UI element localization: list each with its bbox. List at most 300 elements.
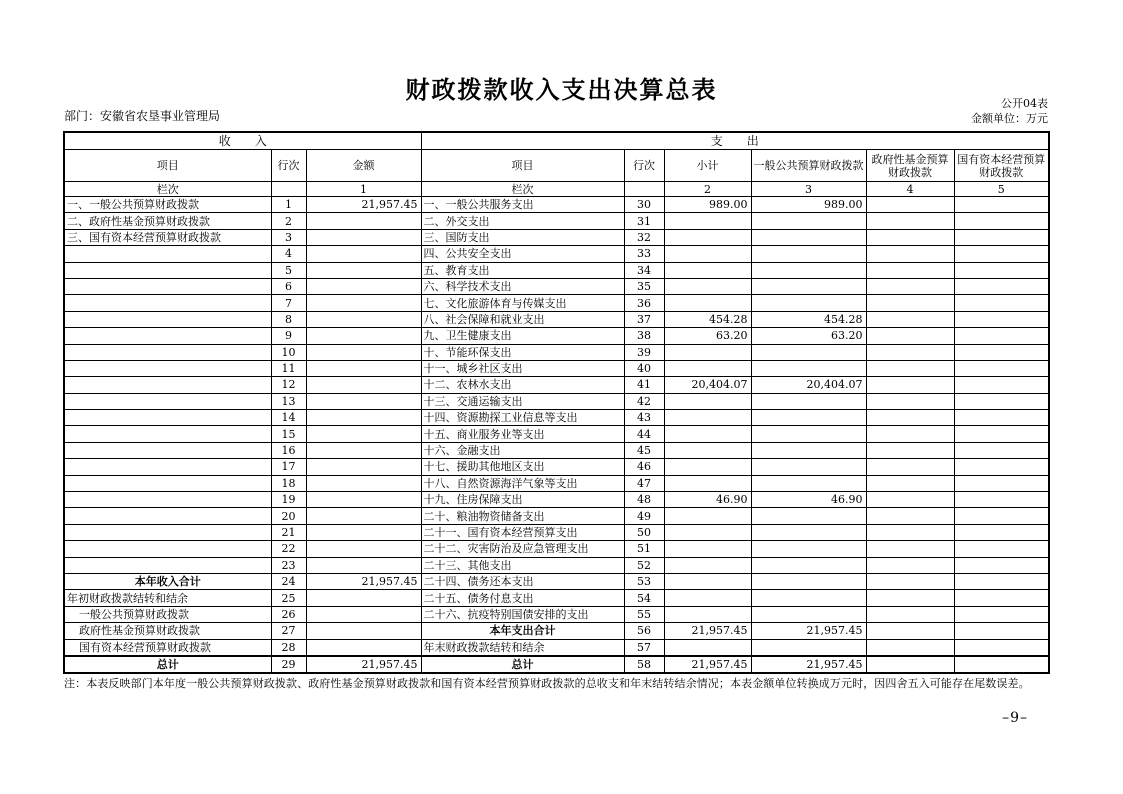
expense-item-label: 六、科学技术支出: [421, 278, 624, 294]
expense-general-budget: [751, 246, 866, 262]
table-row: [64, 344, 1049, 360]
expense-state-capital: [954, 639, 1049, 656]
income-line-number: 2: [271, 213, 306, 229]
income-line-number: 13: [271, 393, 306, 409]
expense-line-number: 46: [624, 459, 664, 475]
expense-item-label: 十五、商业服务业等支出: [421, 426, 624, 442]
income-amount: 21,957.45: [306, 656, 421, 673]
income-amount: [306, 492, 421, 508]
expense-subtotal: [664, 573, 751, 589]
final-accounts-table: [63, 131, 1050, 674]
section-header-row: [64, 132, 1049, 150]
expense-subtotal: [664, 410, 751, 426]
expense-subtotal: 63.20: [664, 328, 751, 344]
table-row: [64, 442, 1049, 458]
table-row: [64, 197, 1049, 213]
expense-state-capital: [954, 573, 1049, 589]
expense-gov-fund: [866, 557, 954, 573]
income-line-number: 9: [271, 328, 306, 344]
expense-general-budget: 63.20: [751, 328, 866, 344]
expense-item-label: 十九、住房保障支出: [421, 492, 624, 508]
income-amount: [306, 262, 421, 278]
income-line-number: 1: [271, 197, 306, 213]
expense-state-capital: [954, 229, 1049, 245]
income-amount-header: 金额: [306, 150, 421, 182]
expense-gov-fund: [866, 360, 954, 376]
income-line-number: 22: [271, 541, 306, 557]
expense-item-label: 本年支出合计: [421, 623, 624, 639]
expense-subtotal: [664, 213, 751, 229]
expense-gov-fund: [866, 508, 954, 524]
table-row: [64, 541, 1049, 557]
table-row: [64, 639, 1049, 656]
expense-general-budget: [751, 344, 866, 360]
expense-gov-fund-index: 4: [866, 182, 954, 197]
income-line-number: 14: [271, 410, 306, 426]
expense-state-capital: [954, 656, 1049, 673]
expense-general-budget: 20,404.07: [751, 377, 866, 393]
income-amount: [306, 229, 421, 245]
income-item-label: [64, 492, 271, 508]
income-amount: [306, 328, 421, 344]
income-item-label: 政府性基金预算财政拨款: [64, 623, 271, 639]
table-row: [64, 557, 1049, 573]
expense-general-budget: 454.28: [751, 311, 866, 327]
table-row: [64, 492, 1049, 508]
expense-item-label: 二十四、债务还本支出: [421, 573, 624, 589]
income-amount: [306, 295, 421, 311]
expense-line-number: 57: [624, 639, 664, 656]
expense-general-budget: [751, 229, 866, 245]
expense-line-index: [624, 182, 664, 197]
expense-subtotal: 989.00: [664, 197, 751, 213]
expense-gov-fund: [866, 475, 954, 491]
expense-general-budget-header: 一般公共预算财政拨款: [751, 150, 866, 182]
income-amount: [306, 508, 421, 524]
table-row: [64, 606, 1049, 622]
expense-gov-fund: [866, 606, 954, 622]
income-item-label: [64, 328, 271, 344]
expense-line-number: 38: [624, 328, 664, 344]
expense-line-number: 33: [624, 246, 664, 262]
expense-item-label: 十一、城乡社区支出: [421, 360, 624, 376]
expense-item-label: 二十二、灾害防治及应急管理支出: [421, 541, 624, 557]
income-item-label: 年初财政拨款结转和结余: [64, 590, 271, 606]
income-item-label: 国有资本经营预算财政拨款: [64, 639, 271, 656]
expense-state-capital: [954, 590, 1049, 606]
expense-state-capital: [954, 295, 1049, 311]
expense-state-capital: [954, 344, 1049, 360]
expense-item-label: 十、节能环保支出: [421, 344, 624, 360]
income-amount: [306, 410, 421, 426]
expense-item-label: 二十六、抗疫特别国债安排的支出: [421, 606, 624, 622]
expense-line-number: 42: [624, 393, 664, 409]
expense-line-number: 56: [624, 623, 664, 639]
income-line-number: 23: [271, 557, 306, 573]
income-item-label: [64, 295, 271, 311]
expense-state-capital: [954, 442, 1049, 458]
expense-item-index: 栏次: [421, 182, 624, 197]
income-amount: [306, 524, 421, 540]
income-line-number: 4: [271, 246, 306, 262]
expense-item-label: 四、公共安全支出: [421, 246, 624, 262]
expense-general-budget: 46.90: [751, 492, 866, 508]
expense-line-number: 40: [624, 360, 664, 376]
table-row: [64, 295, 1049, 311]
expense-general-budget: [751, 278, 866, 294]
expense-line-number: 45: [624, 442, 664, 458]
expense-subtotal: [664, 590, 751, 606]
expense-item-label: 二十一、国有资本经营预算支出: [421, 524, 624, 540]
expense-item-label: 二十三、其他支出: [421, 557, 624, 573]
column-header-row: [64, 150, 1049, 182]
expense-item-label: 十七、援助其他地区支出: [421, 459, 624, 475]
expense-subtotal: [664, 606, 751, 622]
expense-subtotal: [664, 524, 751, 540]
income-amount: [306, 213, 421, 229]
income-line-number: 16: [271, 442, 306, 458]
income-item-label: [64, 442, 271, 458]
expense-line-number: 35: [624, 278, 664, 294]
expense-line-number: 49: [624, 508, 664, 524]
expense-item-label: 三、国防支出: [421, 229, 624, 245]
expense-gov-fund: [866, 197, 954, 213]
income-line-number: 11: [271, 360, 306, 376]
expense-subtotal: [664, 508, 751, 524]
income-item-label: [64, 278, 271, 294]
income-line-number: 12: [271, 377, 306, 393]
expense-item-label: 十八、自然资源海洋气象等支出: [421, 475, 624, 491]
expense-line-number: 47: [624, 475, 664, 491]
expense-item-label: 一、一般公共服务支出: [421, 197, 624, 213]
income-amount: [306, 541, 421, 557]
expense-gov-fund: [866, 278, 954, 294]
income-line-number: 27: [271, 623, 306, 639]
expense-gov-fund: [866, 377, 954, 393]
income-line-number: 25: [271, 590, 306, 606]
income-line-number: 19: [271, 492, 306, 508]
income-amount: [306, 590, 421, 606]
page-title: 财政拨款收入支出决算总表: [405, 76, 718, 104]
income-item-label: 二、政府性基金预算财政拨款: [64, 213, 271, 229]
expense-line-number: 55: [624, 606, 664, 622]
expense-general-budget: [751, 524, 866, 540]
income-item-header: 项目: [64, 150, 271, 182]
expense-state-capital: [954, 197, 1049, 213]
expense-state-capital: [954, 328, 1049, 344]
expense-general-budget: [751, 639, 866, 656]
expense-subtotal: [664, 262, 751, 278]
income-line-number: 5: [271, 262, 306, 278]
income-amount: [306, 459, 421, 475]
income-line-number: 15: [271, 426, 306, 442]
expense-gov-fund: [866, 328, 954, 344]
expense-general-budget: [751, 295, 866, 311]
expense-item-label: 十三、交通运输支出: [421, 393, 624, 409]
expense-subtotal: [664, 442, 751, 458]
expense-gov-fund: [866, 442, 954, 458]
expense-gov-fund: [866, 262, 954, 278]
expense-line-number: 36: [624, 295, 664, 311]
income-line-number: 7: [271, 295, 306, 311]
expense-item-label: 十六、金融支出: [421, 442, 624, 458]
expense-subtotal: [664, 541, 751, 557]
table-row: [64, 311, 1049, 327]
expense-state-capital: [954, 426, 1049, 442]
expense-line-number: 34: [624, 262, 664, 278]
expense-state-capital-header: 国有资本经营预算财政拨款: [954, 150, 1049, 182]
expense-subtotal: [664, 475, 751, 491]
expense-line-number: 31: [624, 213, 664, 229]
form-code-label: 公开04表: [1001, 97, 1048, 110]
expense-item-label: 年末财政拨款结转和结余: [421, 639, 624, 656]
expense-gov-fund: [866, 311, 954, 327]
income-amount: [306, 377, 421, 393]
income-amount: [306, 623, 421, 639]
income-section-header: 收 入: [64, 132, 421, 150]
income-line-number: 29: [271, 656, 306, 673]
income-amount: 21,957.45: [306, 197, 421, 213]
expense-gov-fund: [866, 623, 954, 639]
expense-line-number: 43: [624, 410, 664, 426]
table-row: [64, 278, 1049, 294]
expense-item-label: 八、社会保障和就业支出: [421, 311, 624, 327]
expense-line-number: 30: [624, 197, 664, 213]
income-item-label: [64, 426, 271, 442]
expense-line-number: 54: [624, 590, 664, 606]
expense-state-capital-index: 5: [954, 182, 1049, 197]
expense-gov-fund: [866, 639, 954, 656]
expense-state-capital: [954, 311, 1049, 327]
income-item-label: [64, 311, 271, 327]
footnote: 注：本表反映部门本年度一般公共预算财政拨款、政府性基金预算财政拨款和国有资本经营预算财政拨款的总收支和年末结转结余情况；本表金额单位转换成万元时，因四舍五入可能存在尾数误差。: [64, 677, 1030, 690]
income-line-number: 18: [271, 475, 306, 491]
income-amount: [306, 475, 421, 491]
expense-subtotal: 46.90: [664, 492, 751, 508]
expense-gov-fund: [866, 492, 954, 508]
income-amount: [306, 442, 421, 458]
expense-gov-fund: [866, 426, 954, 442]
fiscal-appropriation-table: [63, 131, 1050, 674]
expense-subtotal: 21,957.45: [664, 656, 751, 673]
income-amount: [306, 360, 421, 376]
income-item-label: [64, 344, 271, 360]
expense-subtotal: [664, 246, 751, 262]
table-row: [64, 377, 1049, 393]
expense-subtotal: [664, 278, 751, 294]
table-row: [64, 393, 1049, 409]
expense-gov-fund: [866, 656, 954, 673]
income-line-number: 3: [271, 229, 306, 245]
expense-general-budget: [751, 262, 866, 278]
income-amount: [306, 246, 421, 262]
income-item-label: 本年收入合计: [64, 573, 271, 589]
expense-state-capital: [954, 524, 1049, 540]
expense-general-budget: [751, 459, 866, 475]
table-row: [64, 213, 1049, 229]
expense-line-number: 37: [624, 311, 664, 327]
income-amount: 21,957.45: [306, 573, 421, 589]
expense-gov-fund: [866, 541, 954, 557]
expense-general-budget: [751, 541, 866, 557]
table-row: [64, 508, 1049, 524]
expense-line-number: 50: [624, 524, 664, 540]
expense-gov-fund: [866, 590, 954, 606]
income-item-label: [64, 360, 271, 376]
income-line-number: 26: [271, 606, 306, 622]
income-item-label: [64, 262, 271, 278]
expense-subtotal: [664, 229, 751, 245]
expense-gov-fund: [866, 295, 954, 311]
expense-item-label: 九、卫生健康支出: [421, 328, 624, 344]
table-row: [64, 590, 1049, 606]
department-label: 部门：安徽省农垦事业管理局: [64, 109, 221, 123]
income-amount: [306, 311, 421, 327]
income-line-number: 21: [271, 524, 306, 540]
expense-subtotal: [664, 459, 751, 475]
expense-item-header: 项目: [421, 150, 624, 182]
expense-gov-fund: [866, 524, 954, 540]
expense-general-budget: [751, 213, 866, 229]
expense-gov-fund: [866, 213, 954, 229]
income-item-label: [64, 459, 271, 475]
table-row: [64, 524, 1049, 540]
expense-subtotal-header: 小计: [664, 150, 751, 182]
expense-section-header: 支 出: [421, 132, 1049, 150]
column-index-row: [64, 182, 1049, 197]
expense-gov-fund: [866, 393, 954, 409]
expense-state-capital: [954, 475, 1049, 491]
expense-general-budget: [751, 573, 866, 589]
income-line-number: 17: [271, 459, 306, 475]
expense-general-budget: [751, 606, 866, 622]
table-row: [64, 360, 1049, 376]
income-item-label: 一、一般公共预算财政拨款: [64, 197, 271, 213]
expense-subtotal: [664, 295, 751, 311]
income-line-number: 20: [271, 508, 306, 524]
expense-state-capital: [954, 606, 1049, 622]
expense-subtotal: 454.28: [664, 311, 751, 327]
income-item-label: [64, 541, 271, 557]
expense-gov-fund: [866, 459, 954, 475]
expense-line-number: 44: [624, 426, 664, 442]
expense-general-budget: [751, 475, 866, 491]
expense-line-number: 53: [624, 573, 664, 589]
expense-general-budget: [751, 508, 866, 524]
table-row: [64, 459, 1049, 475]
expense-general-budget: [751, 360, 866, 376]
expense-subtotal: [664, 393, 751, 409]
expense-gov-fund: [866, 573, 954, 589]
expense-line-number: 51: [624, 541, 664, 557]
expense-state-capital: [954, 360, 1049, 376]
income-line-number: 28: [271, 639, 306, 656]
amount-unit-label: 金额单位：万元: [971, 112, 1048, 125]
expense-state-capital: [954, 278, 1049, 294]
expense-state-capital: [954, 492, 1049, 508]
income-item-label: 一般公共预算财政拨款: [64, 606, 271, 622]
expense-item-label: 十四、资源勘探工业信息等支出: [421, 410, 624, 426]
income-line-number: 6: [271, 278, 306, 294]
expense-subtotal: [664, 426, 751, 442]
expense-gov-fund: [866, 229, 954, 245]
expense-general-budget: 989.00: [751, 197, 866, 213]
expense-item-label: 十二、农林水支出: [421, 377, 624, 393]
expense-general-budget: [751, 393, 866, 409]
income-line-number: 24: [271, 573, 306, 589]
expense-item-label: 二十、粮油物资储备支出: [421, 508, 624, 524]
income-amount: [306, 606, 421, 622]
expense-line-number: 41: [624, 377, 664, 393]
expense-general-budget: 21,957.45: [751, 623, 866, 639]
table-row: [64, 246, 1049, 262]
table-row: [64, 410, 1049, 426]
income-item-label: [64, 246, 271, 262]
table-row: [64, 229, 1049, 245]
expense-item-label: 二十五、债务付息支出: [421, 590, 624, 606]
expense-state-capital: [954, 246, 1049, 262]
table-row: [64, 475, 1049, 491]
income-item-label: [64, 508, 271, 524]
expense-subtotal: [664, 360, 751, 376]
expense-subtotal-index: 2: [664, 182, 751, 197]
expense-state-capital: [954, 393, 1049, 409]
expense-line-number: 39: [624, 344, 664, 360]
expense-gov-fund: [866, 246, 954, 262]
expense-general-budget: [751, 426, 866, 442]
expense-subtotal: 20,404.07: [664, 377, 751, 393]
table-row: [64, 623, 1049, 639]
income-item-index: 栏次: [64, 182, 271, 197]
expense-line-header: 行次: [624, 150, 664, 182]
expense-general-budget: [751, 442, 866, 458]
expense-general-budget: [751, 590, 866, 606]
expense-state-capital: [954, 377, 1049, 393]
expense-item-label: 七、文化旅游体育与传媒支出: [421, 295, 624, 311]
expense-state-capital: [954, 410, 1049, 426]
expense-gov-fund-header: 政府性基金预算财政拨款: [866, 150, 954, 182]
expense-line-number: 58: [624, 656, 664, 673]
expense-state-capital: [954, 541, 1049, 557]
income-amount: [306, 557, 421, 573]
expense-state-capital: [954, 262, 1049, 278]
expense-line-number: 52: [624, 557, 664, 573]
expense-line-number: 32: [624, 229, 664, 245]
income-amount-index: 1: [306, 182, 421, 197]
expense-general-budget: 21,957.45: [751, 656, 866, 673]
income-amount: [306, 278, 421, 294]
income-item-label: [64, 393, 271, 409]
expense-subtotal: [664, 344, 751, 360]
expense-state-capital: [954, 508, 1049, 524]
income-amount: [306, 344, 421, 360]
expense-line-number: 48: [624, 492, 664, 508]
expense-general-budget: [751, 410, 866, 426]
expense-state-capital: [954, 557, 1049, 573]
table-body: [64, 197, 1049, 674]
income-amount: [306, 426, 421, 442]
expense-gov-fund: [866, 344, 954, 360]
expense-state-capital: [954, 459, 1049, 475]
expense-subtotal: [664, 639, 751, 656]
income-item-label: 三、国有资本经营预算财政拨款: [64, 229, 271, 245]
income-line-number: 10: [271, 344, 306, 360]
expense-item-label: 二、外交支出: [421, 213, 624, 229]
expense-general-budget: [751, 557, 866, 573]
table-row: [64, 262, 1049, 278]
expense-item-label: 总计: [421, 656, 624, 673]
income-amount: [306, 639, 421, 656]
